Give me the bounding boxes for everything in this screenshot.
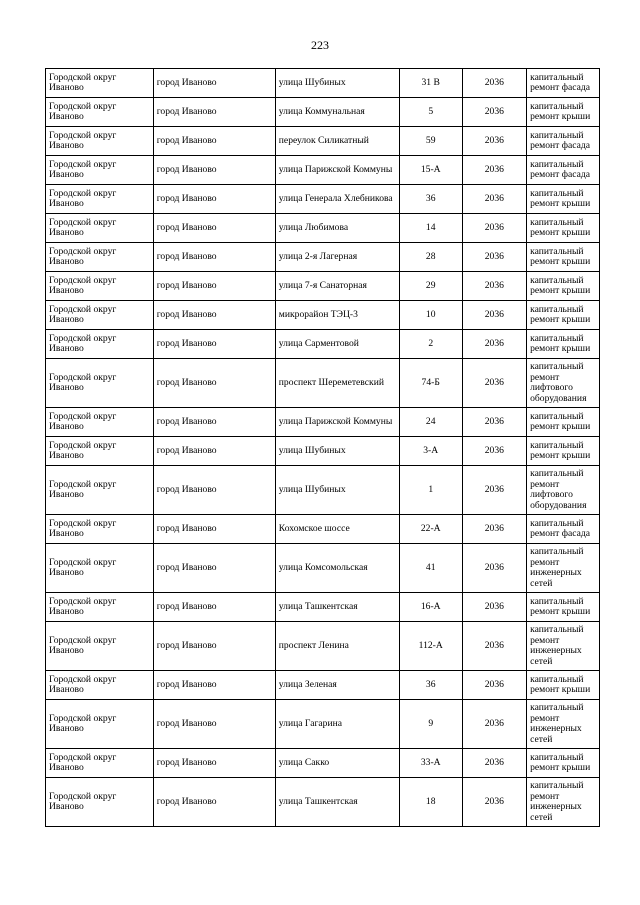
city-cell: город Иваново	[153, 671, 275, 700]
work-type-cell: капитальный ремонт фасада	[527, 127, 600, 156]
table-row	[46, 544, 600, 593]
street-cell: улица Парижской Коммуны	[275, 156, 399, 185]
house-number-cell: 41	[399, 544, 462, 593]
street-cell: улица Сарментовой	[275, 330, 399, 359]
house-number-cell: 16-А	[399, 593, 462, 622]
city-cell: город Иваново	[153, 437, 275, 466]
district-cell: Городской округ Иваново	[46, 214, 154, 243]
street-cell: улица Ташкентская	[275, 593, 399, 622]
year-cell: 2036	[462, 466, 527, 515]
street-cell: проспект Шереметевский	[275, 359, 399, 408]
year-cell: 2036	[462, 671, 527, 700]
table-row	[46, 127, 600, 156]
street-cell: улица 7-я Санаторная	[275, 272, 399, 301]
table-row	[46, 466, 600, 515]
street-cell: улица Гагарина	[275, 700, 399, 749]
street-cell: улица Генерала Хлебникова	[275, 185, 399, 214]
table-row	[46, 359, 600, 408]
district-cell: Городской округ Иваново	[46, 544, 154, 593]
work-type-cell: капитальный ремонт крыши	[527, 98, 600, 127]
work-type-cell: капитальный ремонт лифтового оборудования	[527, 359, 600, 408]
district-cell: Городской округ Иваново	[46, 408, 154, 437]
district-cell: Городской округ Иваново	[46, 301, 154, 330]
district-cell: Городской округ Иваново	[46, 466, 154, 515]
house-number-cell: 28	[399, 243, 462, 272]
street-cell: Кохомское шоссе	[275, 515, 399, 544]
street-cell: улица Шубиных	[275, 69, 399, 98]
city-cell: город Иваново	[153, 622, 275, 671]
street-cell: проспект Ленина	[275, 622, 399, 671]
city-cell: город Иваново	[153, 749, 275, 778]
work-type-cell: капитальный ремонт крыши	[527, 214, 600, 243]
table-row	[46, 272, 600, 301]
district-cell: Городской округ Иваново	[46, 593, 154, 622]
street-cell: улица 2-я Лагерная	[275, 243, 399, 272]
city-cell: город Иваново	[153, 156, 275, 185]
year-cell: 2036	[462, 359, 527, 408]
table-row	[46, 515, 600, 544]
district-cell: Городской округ Иваново	[46, 437, 154, 466]
house-number-cell: 3-А	[399, 437, 462, 466]
street-cell: улица Шубиных	[275, 437, 399, 466]
city-cell: город Иваново	[153, 408, 275, 437]
house-number-cell: 15-А	[399, 156, 462, 185]
city-cell: город Иваново	[153, 544, 275, 593]
work-type-cell: капитальный ремонт крыши	[527, 671, 600, 700]
table-row	[46, 622, 600, 671]
city-cell: город Иваново	[153, 515, 275, 544]
work-type-cell: капитальный ремонт инженерных сетей	[527, 544, 600, 593]
street-cell: переулок Силикатный	[275, 127, 399, 156]
table-row	[46, 69, 600, 98]
street-cell: улица Шубиных	[275, 466, 399, 515]
table-row	[46, 408, 600, 437]
table-body	[46, 69, 600, 827]
district-cell: Городской округ Иваново	[46, 272, 154, 301]
house-number-cell: 14	[399, 214, 462, 243]
year-cell: 2036	[462, 330, 527, 359]
city-cell: город Иваново	[153, 330, 275, 359]
house-number-cell: 36	[399, 185, 462, 214]
district-cell: Городской округ Иваново	[46, 749, 154, 778]
city-cell: город Иваново	[153, 98, 275, 127]
work-type-cell: капитальный ремонт крыши	[527, 272, 600, 301]
work-type-cell: капитальный ремонт крыши	[527, 593, 600, 622]
year-cell: 2036	[462, 437, 527, 466]
table-row	[46, 593, 600, 622]
year-cell: 2036	[462, 301, 527, 330]
year-cell: 2036	[462, 98, 527, 127]
table-row	[46, 330, 600, 359]
district-cell: Городской округ Иваново	[46, 778, 154, 827]
district-cell: Городской округ Иваново	[46, 359, 154, 408]
work-type-cell: капитальный ремонт крыши	[527, 749, 600, 778]
year-cell: 2036	[462, 749, 527, 778]
work-type-cell: капитальный ремонт фасада	[527, 69, 600, 98]
work-type-cell: капитальный ремонт лифтового оборудования	[527, 466, 600, 515]
table-row	[46, 301, 600, 330]
work-type-cell: капитальный ремонт крыши	[527, 408, 600, 437]
house-number-cell: 59	[399, 127, 462, 156]
district-cell: Городской округ Иваново	[46, 622, 154, 671]
city-cell: город Иваново	[153, 127, 275, 156]
year-cell: 2036	[462, 214, 527, 243]
work-type-cell: капитальный ремонт крыши	[527, 185, 600, 214]
work-type-cell: капитальный ремонт инженерных сетей	[527, 700, 600, 749]
house-number-cell: 18	[399, 778, 462, 827]
table-row	[46, 700, 600, 749]
city-cell: город Иваново	[153, 359, 275, 408]
table-row	[46, 671, 600, 700]
street-cell: улица Сакко	[275, 749, 399, 778]
housing-repair-table	[45, 68, 600, 827]
house-number-cell: 10	[399, 301, 462, 330]
district-cell: Городской округ Иваново	[46, 69, 154, 98]
house-number-cell: 24	[399, 408, 462, 437]
work-type-cell: капитальный ремонт крыши	[527, 301, 600, 330]
year-cell: 2036	[462, 515, 527, 544]
house-number-cell: 9	[399, 700, 462, 749]
year-cell: 2036	[462, 544, 527, 593]
house-number-cell: 1	[399, 466, 462, 515]
work-type-cell: капитальный ремонт инженерных сетей	[527, 778, 600, 827]
page-number: 223	[311, 38, 329, 52]
house-number-cell: 2	[399, 330, 462, 359]
house-number-cell: 74-Б	[399, 359, 462, 408]
city-cell: город Иваново	[153, 243, 275, 272]
district-cell: Городской округ Иваново	[46, 671, 154, 700]
table-row	[46, 214, 600, 243]
house-number-cell: 36	[399, 671, 462, 700]
street-cell: улица Комсомольская	[275, 544, 399, 593]
house-number-cell: 33-А	[399, 749, 462, 778]
work-type-cell: капитальный ремонт инженерных сетей	[527, 622, 600, 671]
year-cell: 2036	[462, 127, 527, 156]
street-cell: улица Ташкентская	[275, 778, 399, 827]
city-cell: город Иваново	[153, 466, 275, 515]
city-cell: город Иваново	[153, 69, 275, 98]
district-cell: Городской округ Иваново	[46, 156, 154, 185]
year-cell: 2036	[462, 243, 527, 272]
house-number-cell: 112-А	[399, 622, 462, 671]
house-number-cell: 31 В	[399, 69, 462, 98]
year-cell: 2036	[462, 593, 527, 622]
city-cell: город Иваново	[153, 593, 275, 622]
street-cell: улица Зеленая	[275, 671, 399, 700]
work-type-cell: капитальный ремонт крыши	[527, 243, 600, 272]
table-row	[46, 185, 600, 214]
year-cell: 2036	[462, 778, 527, 827]
city-cell: город Иваново	[153, 301, 275, 330]
year-cell: 2036	[462, 69, 527, 98]
table-row	[46, 778, 600, 827]
street-cell: улица Парижской Коммуны	[275, 408, 399, 437]
city-cell: город Иваново	[153, 185, 275, 214]
house-number-cell: 29	[399, 272, 462, 301]
table-row	[46, 437, 600, 466]
table-row	[46, 98, 600, 127]
city-cell: город Иваново	[153, 272, 275, 301]
district-cell: Городской округ Иваново	[46, 98, 154, 127]
city-cell: город Иваново	[153, 778, 275, 827]
year-cell: 2036	[462, 408, 527, 437]
district-cell: Городской округ Иваново	[46, 127, 154, 156]
work-type-cell: капитальный ремонт крыши	[527, 330, 600, 359]
house-number-cell: 22-А	[399, 515, 462, 544]
work-type-cell: капитальный ремонт фасада	[527, 515, 600, 544]
work-type-cell: капитальный ремонт крыши	[527, 437, 600, 466]
street-cell: улица Любимова	[275, 214, 399, 243]
work-type-cell: капитальный ремонт фасада	[527, 156, 600, 185]
table-row	[46, 156, 600, 185]
table-row	[46, 243, 600, 272]
district-cell: Городской округ Иваново	[46, 330, 154, 359]
house-number-cell: 5	[399, 98, 462, 127]
street-cell: микрорайон ТЭЦ-3	[275, 301, 399, 330]
table-row	[46, 749, 600, 778]
district-cell: Городской округ Иваново	[46, 515, 154, 544]
district-cell: Городской округ Иваново	[46, 185, 154, 214]
year-cell: 2036	[462, 272, 527, 301]
city-cell: город Иваново	[153, 214, 275, 243]
year-cell: 2036	[462, 185, 527, 214]
street-cell: улица Коммунальная	[275, 98, 399, 127]
city-cell: город Иваново	[153, 700, 275, 749]
district-cell: Городской округ Иваново	[46, 700, 154, 749]
year-cell: 2036	[462, 622, 527, 671]
year-cell: 2036	[462, 700, 527, 749]
year-cell: 2036	[462, 156, 527, 185]
district-cell: Городской округ Иваново	[46, 243, 154, 272]
